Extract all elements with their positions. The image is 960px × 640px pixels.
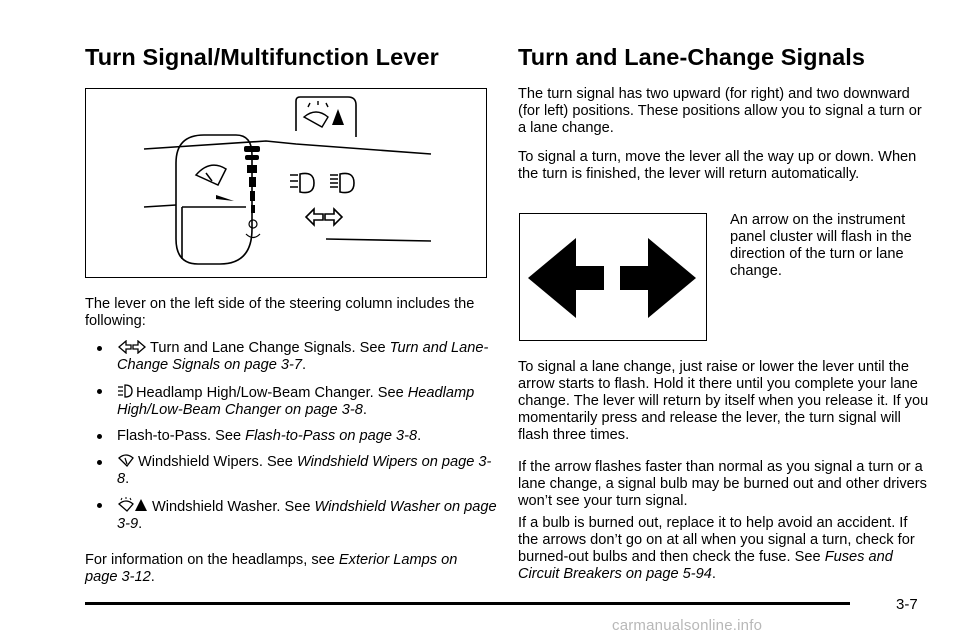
turn-signal-arrows-icon <box>117 340 147 354</box>
paragraph: If the arrow flashes faster than normal as you signal a turn or a lane change, a signal bulb may be burned out and other drivers won’t see your turn signal. <box>518 459 927 509</box>
list-item: Flash-to-Pass. See Flash-to-Pass on page 3-8. <box>97 428 497 445</box>
paragraph: The turn signal has two upward (for right) and two downward (for left) positions. These positions allow you to signal a turn or a lane change. <box>518 86 922 136</box>
left-arrow-icon <box>528 238 604 318</box>
paragraph: If a bulb is burned out, replace it to help avoid an accident. If the arrows don’t go on at all when you signal a turn, check for burned-out bulbs and then check the fuse. See Fuses and Circuit Breakers on page 5-94. <box>518 515 915 582</box>
list-item: Windshield Washer. See Windshield Washer on page 3-9. <box>97 497 497 533</box>
paragraph: To signal a turn, move the lever all the way up or down. When the turn is finished, the lever will return automatically. <box>518 149 917 182</box>
cross-reference: Turn and Lane-Change Signals on page 3-7 <box>117 340 489 373</box>
left-intro: The lever on the left side of the steering column includes the following: <box>85 296 475 329</box>
right-arrow-icon <box>620 238 696 318</box>
right-heading: Turn and Lane-Change Signals <box>518 44 866 70</box>
footer-rule <box>85 602 850 605</box>
cross-reference: Windshield Wipers on page 3-8 <box>117 454 492 487</box>
cross-reference: Headlamp High/Low-Beam Changer on page 3-8 <box>117 385 475 418</box>
turn-arrows-drawing <box>520 214 705 339</box>
turn-arrows-illustration <box>519 213 707 341</box>
cross-reference: Fuses and Circuit Breakers on page 5-94 <box>518 549 893 582</box>
cross-reference: Flash-to-Pass on page 3-8 <box>245 428 418 444</box>
wiper-icon <box>117 454 135 468</box>
left-heading: Turn Signal/Multifunction Lever <box>85 44 439 70</box>
washer-icon <box>117 497 149 513</box>
cross-reference: Exterior Lamps on page 3-12 <box>85 552 458 585</box>
list-item: Turn and Lane Change Signals. See Turn and Lane-Change Signals on page 3-7. <box>97 340 497 374</box>
multifunction-lever-illustration <box>85 88 487 278</box>
high-beam-icon <box>117 383 133 399</box>
cross-reference: Windshield Washer on page 3-9 <box>117 499 497 532</box>
feature-list <box>97 340 497 542</box>
list-item: Windshield Wipers. See Windshield Wipers on page 3-8. <box>97 454 497 488</box>
paragraph: To signal a lane change, just raise or lower the lever until the arrow starts to flash. Hold it there until you complete your lane change. The lever will return by itself when you release it. If you momentarily press and release the lever, the turn signal will flash three times. <box>518 359 929 443</box>
headlamp-info: For information on the headlamps, see Exterior Lamps on page 3-12. <box>85 552 458 585</box>
watermark: carmanualsonline.info <box>612 617 763 634</box>
arrow-caption: An arrow on the instrument panel cluster will flash in the direction of the turn or lane change. <box>730 212 912 279</box>
list-item: Headlamp High/Low-Beam Changer. See Headlamp High/Low-Beam Changer on page 3-8. <box>97 383 497 419</box>
page-number: 3-7 <box>896 596 918 613</box>
lever-drawing <box>86 89 485 276</box>
